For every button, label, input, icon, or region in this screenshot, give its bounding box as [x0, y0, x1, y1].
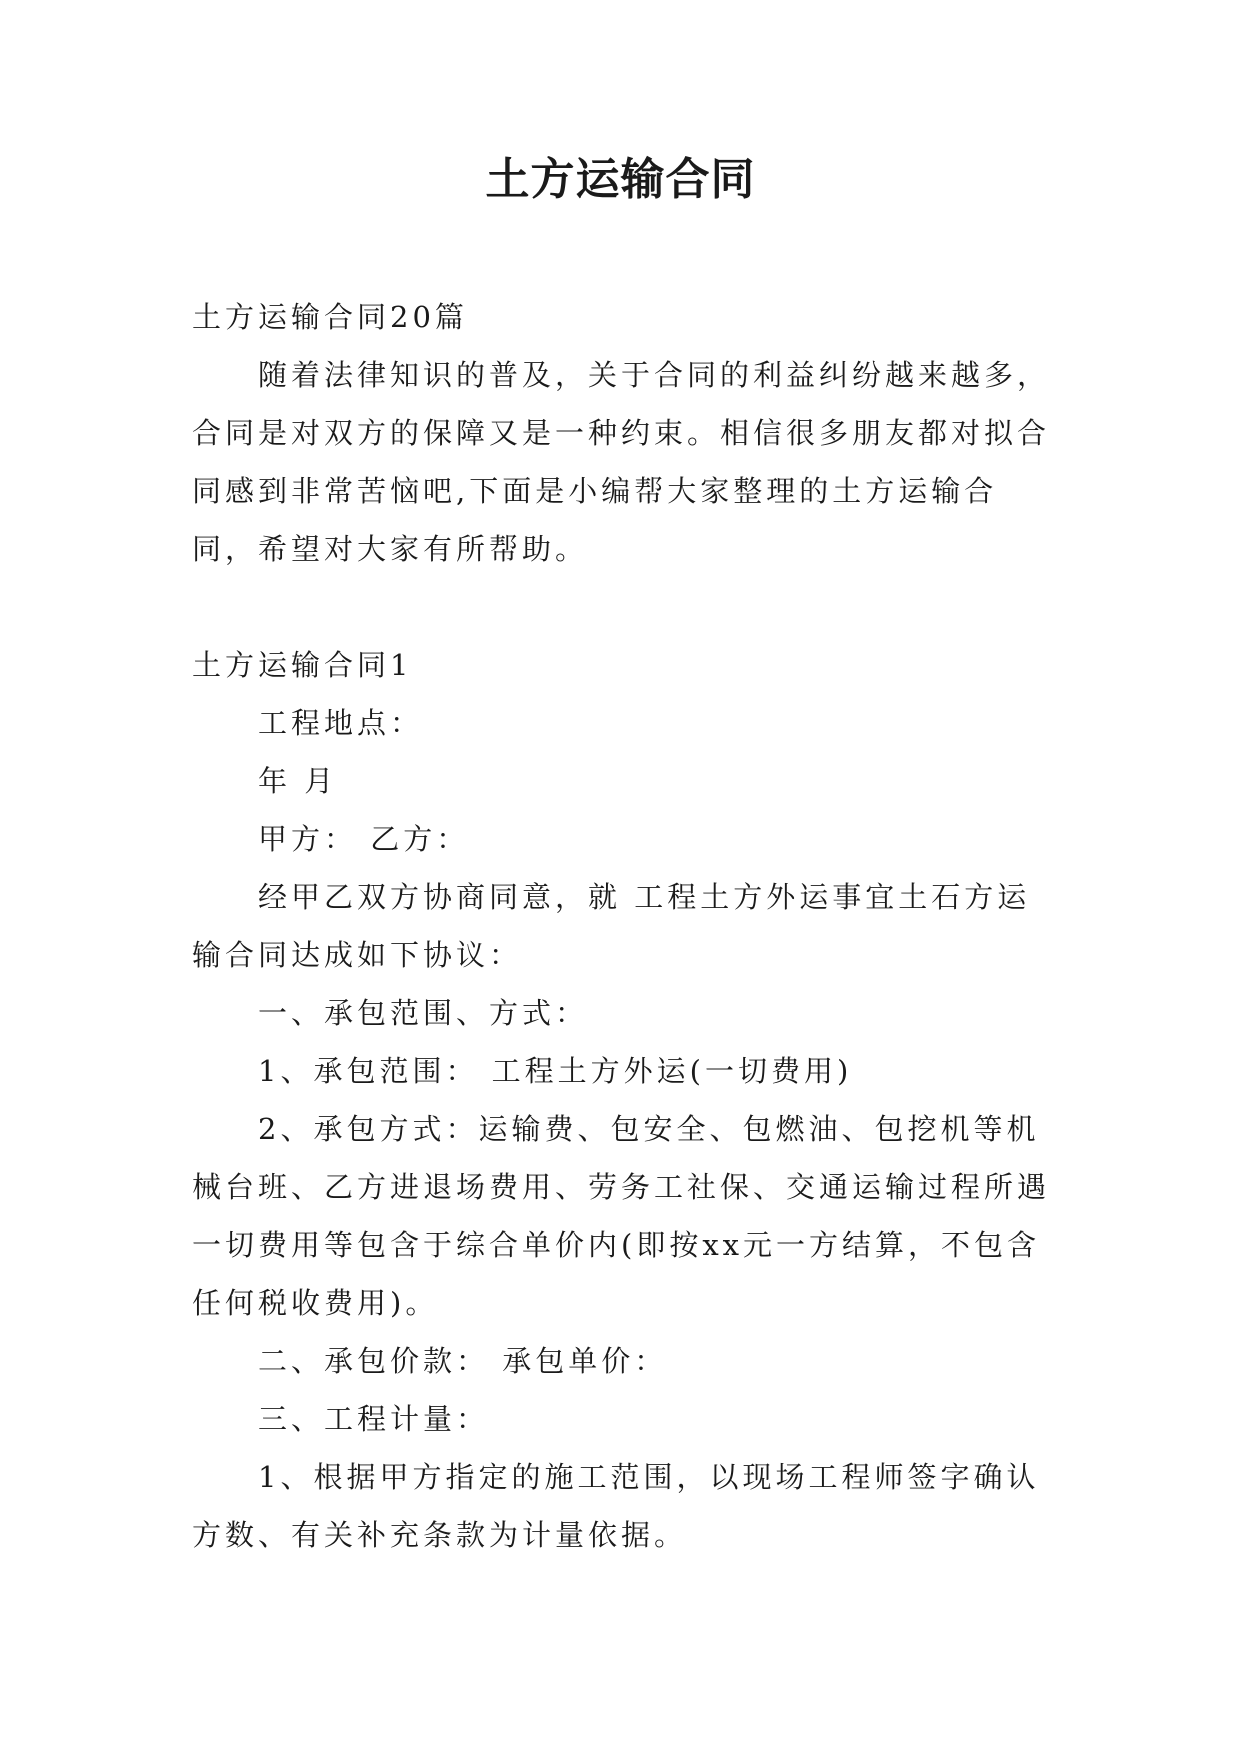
paragraph-spacer	[192, 578, 1060, 636]
section-heading: 土方运输合同1	[192, 648, 413, 682]
clause-heading-scope: 一、承包范围、方式：	[258, 996, 589, 1030]
intro-paragraph: 随着法律知识的普及，关于合同的利益纠纷越来越多，合同是对双方的保障又是一种约束。相信很多朋友都对拟合同感到非常苦恼吧,下面是小编帮大家整理的土方运输合同，希望对大家有所帮助。	[192, 358, 1051, 566]
line-parties: 甲方： 乙方：	[258, 822, 470, 856]
collection-heading: 土方运输合同20篇	[192, 300, 468, 334]
clause-method: 2、承包方式：运输费、包安全、包燃油、包挖机等机械台班、乙方进退场费用、劳务工社保、交通运输过程所遇一切费用等包含于综合单价内(即按xx元一方结算，不包含任何税收费用)。	[192, 1112, 1051, 1320]
line-date: 年 月	[258, 764, 338, 798]
clause-measurement-basis: 1、根据甲方指定的施工范围，以现场工程师签字确认方数、有关补充条款为计量依据。	[192, 1460, 1040, 1552]
document-title: 土方运输合同	[485, 154, 756, 205]
clause-heading-price: 二、承包价款： 承包单价：	[258, 1344, 668, 1378]
line-agreement-intro: 经甲乙双方协商同意，就 工程土方外运事宜土石方运输合同达成如下协议：	[192, 880, 1031, 972]
clause-heading-measurement: 三、工程计量：	[258, 1402, 490, 1436]
document-body	[192, 288, 1060, 1564]
line-project-location: 工程地点：	[258, 706, 424, 740]
clause-scope: 1、承包范围： 工程土方外运(一切费用)	[258, 1054, 853, 1088]
